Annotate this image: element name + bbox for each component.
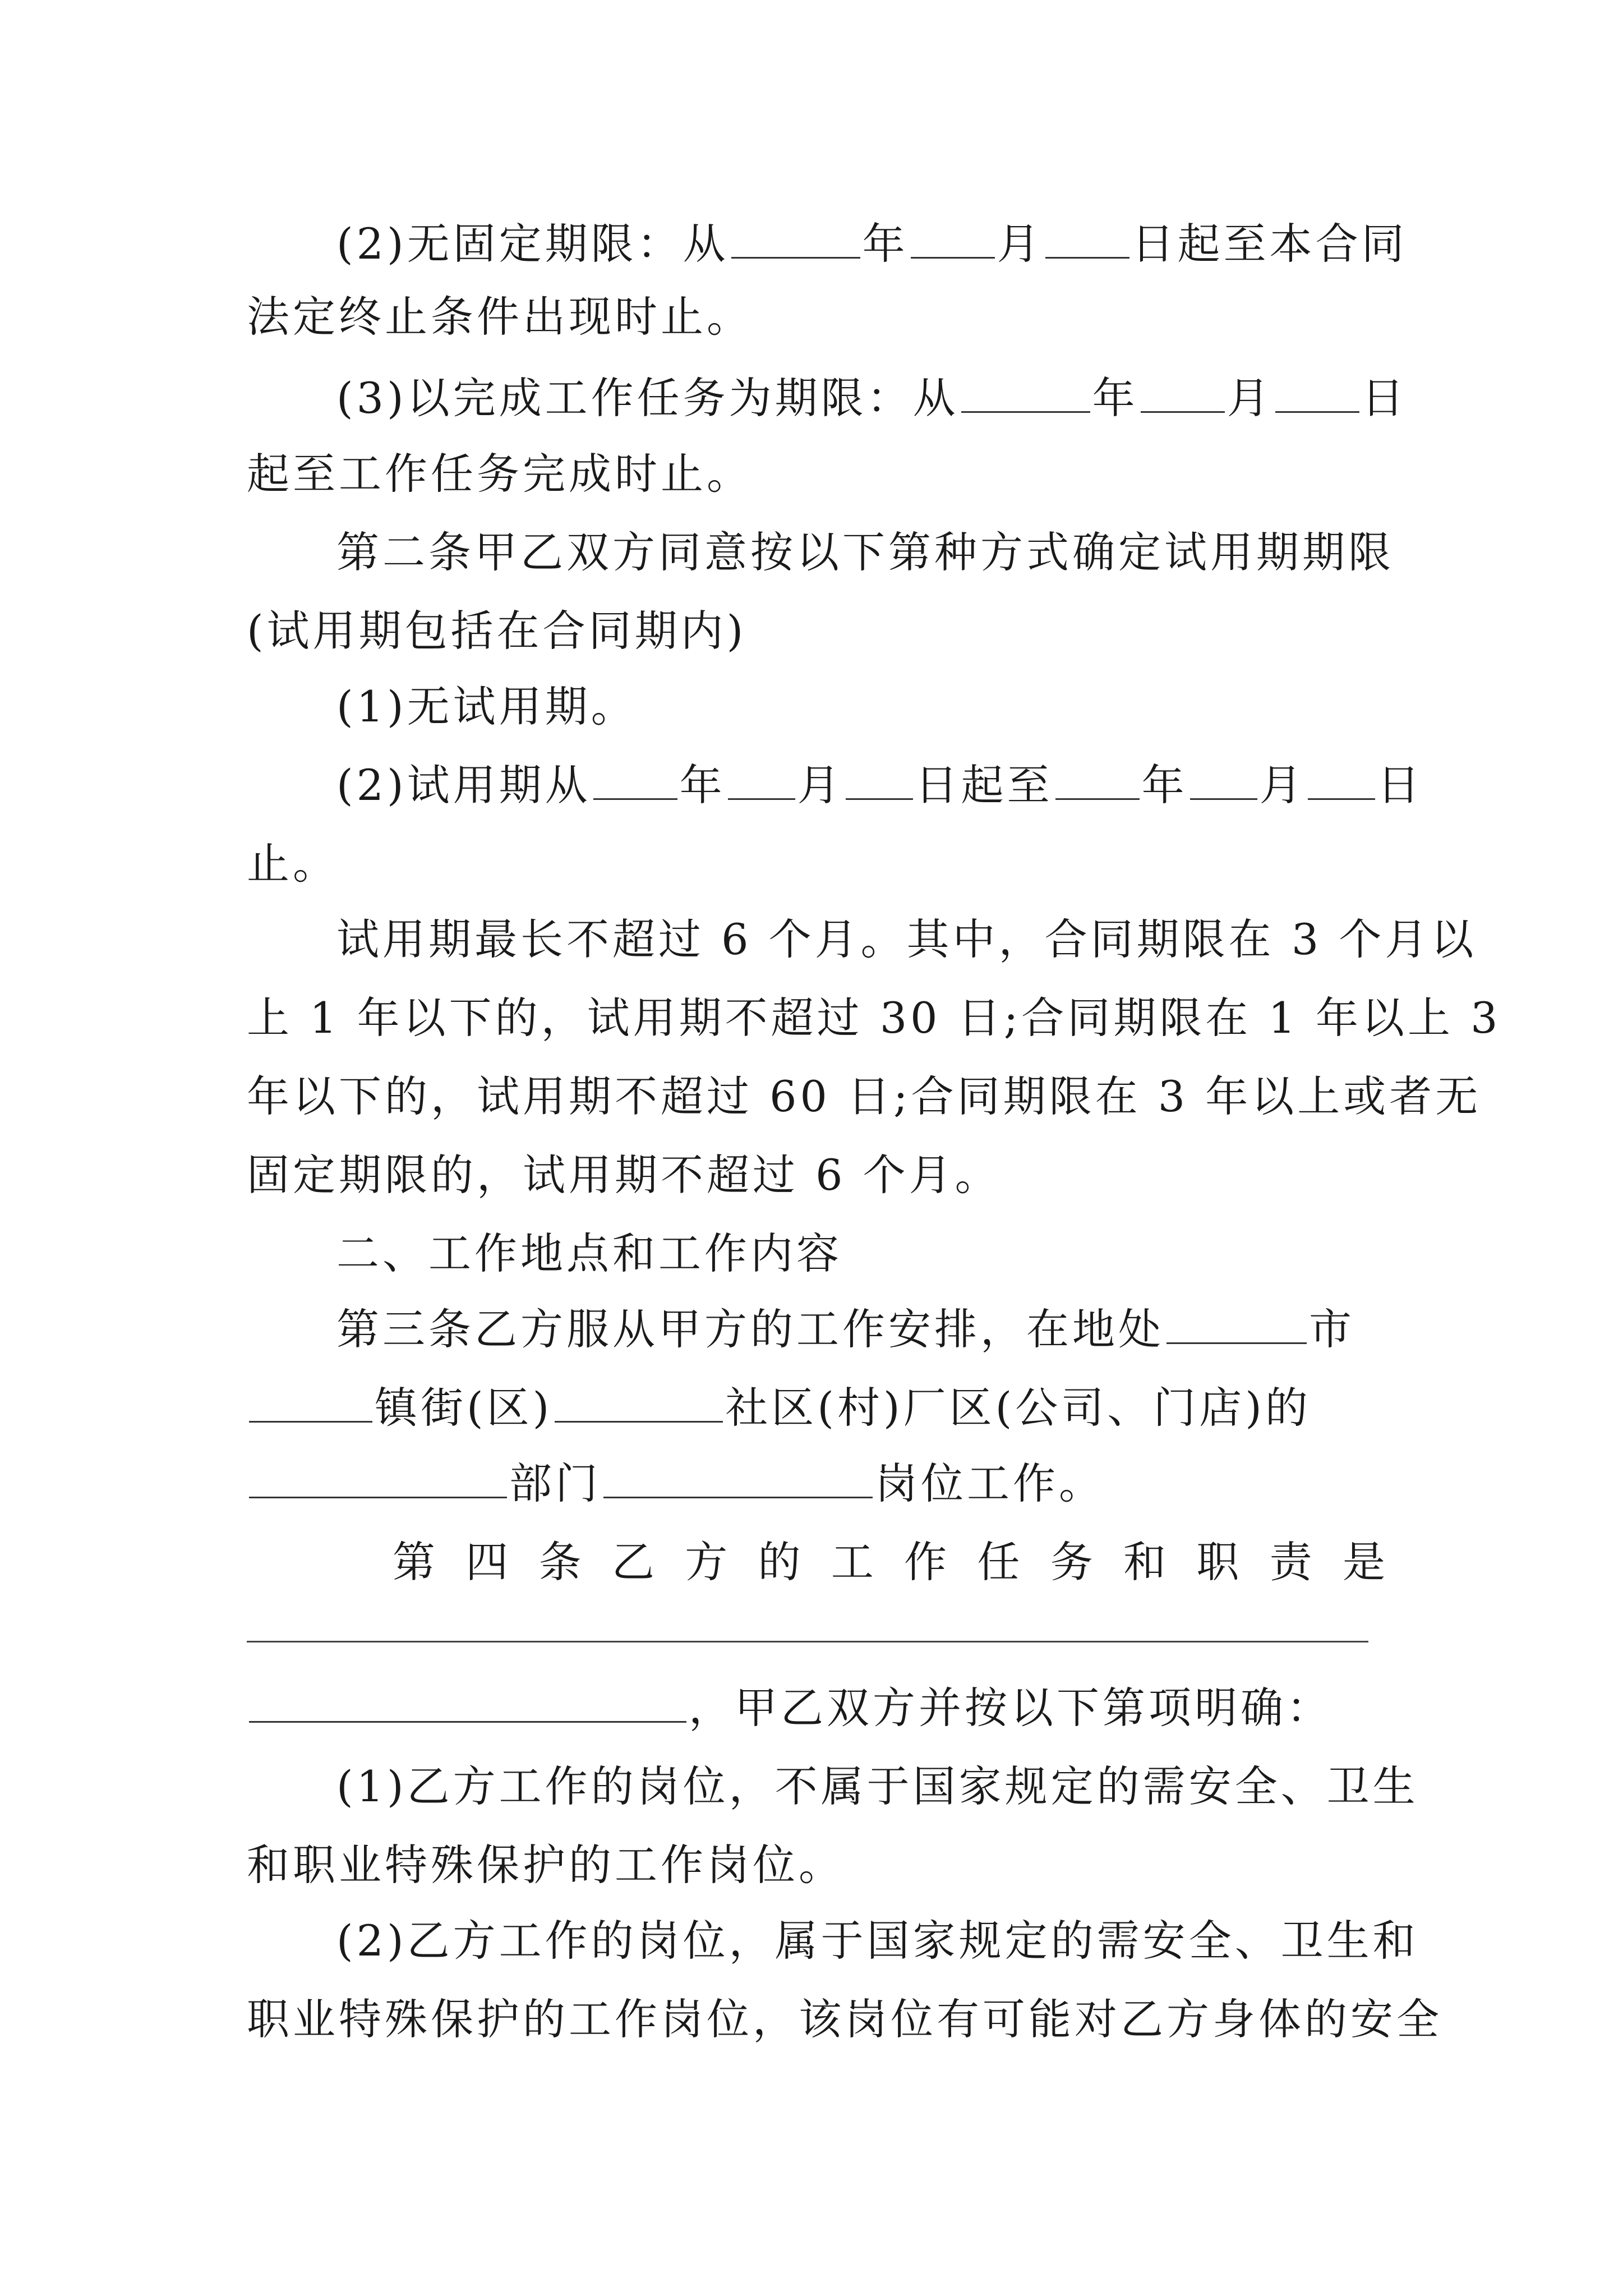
paragraph-line: 试用期最长不超过 6 个月。其中，合同期限在 3 个月以 — [336, 914, 1477, 964]
paragraph-line: 固定期限的，试用期不超过 6 个月。 — [247, 1150, 1001, 1200]
paragraph-line: (3)以完成工作任务为期限：从 年 月 日 — [336, 373, 1408, 423]
paragraph-line: 年以下的，试用期不超过 60 日;合同期限在 3 年以上或者无 — [247, 1071, 1482, 1121]
paragraph-line: 第 四 条 乙 方 的 工 作 任 务 和 职 责 是 — [393, 1537, 1385, 1587]
section-heading: 二、工作地点和工作内容 — [336, 1228, 842, 1278]
paragraph-line: 上 1 年以下的，试用期不超过 30 日;合同期限在 1 年以上 3 — [247, 993, 1501, 1043]
paragraph-line: 第三条乙方服从甲方的工作安排，在地处 市 — [336, 1304, 1355, 1354]
paragraph-line: 职业特殊保护的工作岗位，该岗位有可能对乙方身体的安全 — [247, 1994, 1442, 2044]
paragraph-line: (2)无固定期限：从 年 月 日起至本合同 — [336, 219, 1408, 269]
paragraph-line: 和职业特殊保护的工作岗位。 — [247, 1840, 845, 1890]
paragraph-line: ，甲乙双方并按以下第项明确： — [247, 1680, 1385, 1736]
paragraph-line: 法定终止条件出现时止。 — [247, 292, 753, 342]
paragraph-line: 第二条甲乙双方同意按以下第种方式确定试用期期限 — [336, 527, 1394, 577]
paragraph-line: (2)试用期从 年 月 日起至 年 月 日 — [336, 760, 1423, 810]
paragraph-line: 镇街(区) 社区(村)厂区(公司、门店)的 — [247, 1380, 1385, 1436]
paragraph-line: 部门 岗位工作。 — [247, 1456, 1385, 1512]
fill-in-line — [247, 1641, 1368, 1642]
paragraph-line: 起至工作任务完成时止。 — [247, 449, 753, 499]
paragraph-line: (2)乙方工作的岗位，属于国家规定的需安全、卫生和 — [336, 1916, 1419, 1966]
paragraph-line: (试用期包括在合同期内) — [247, 606, 747, 656]
paragraph-line: 止。 — [247, 839, 339, 889]
paragraph-line: (1)无试用期。 — [336, 682, 637, 731]
paragraph-line: (1)乙方工作的岗位，不属于国家规定的需安全、卫生 — [336, 1761, 1419, 1811]
